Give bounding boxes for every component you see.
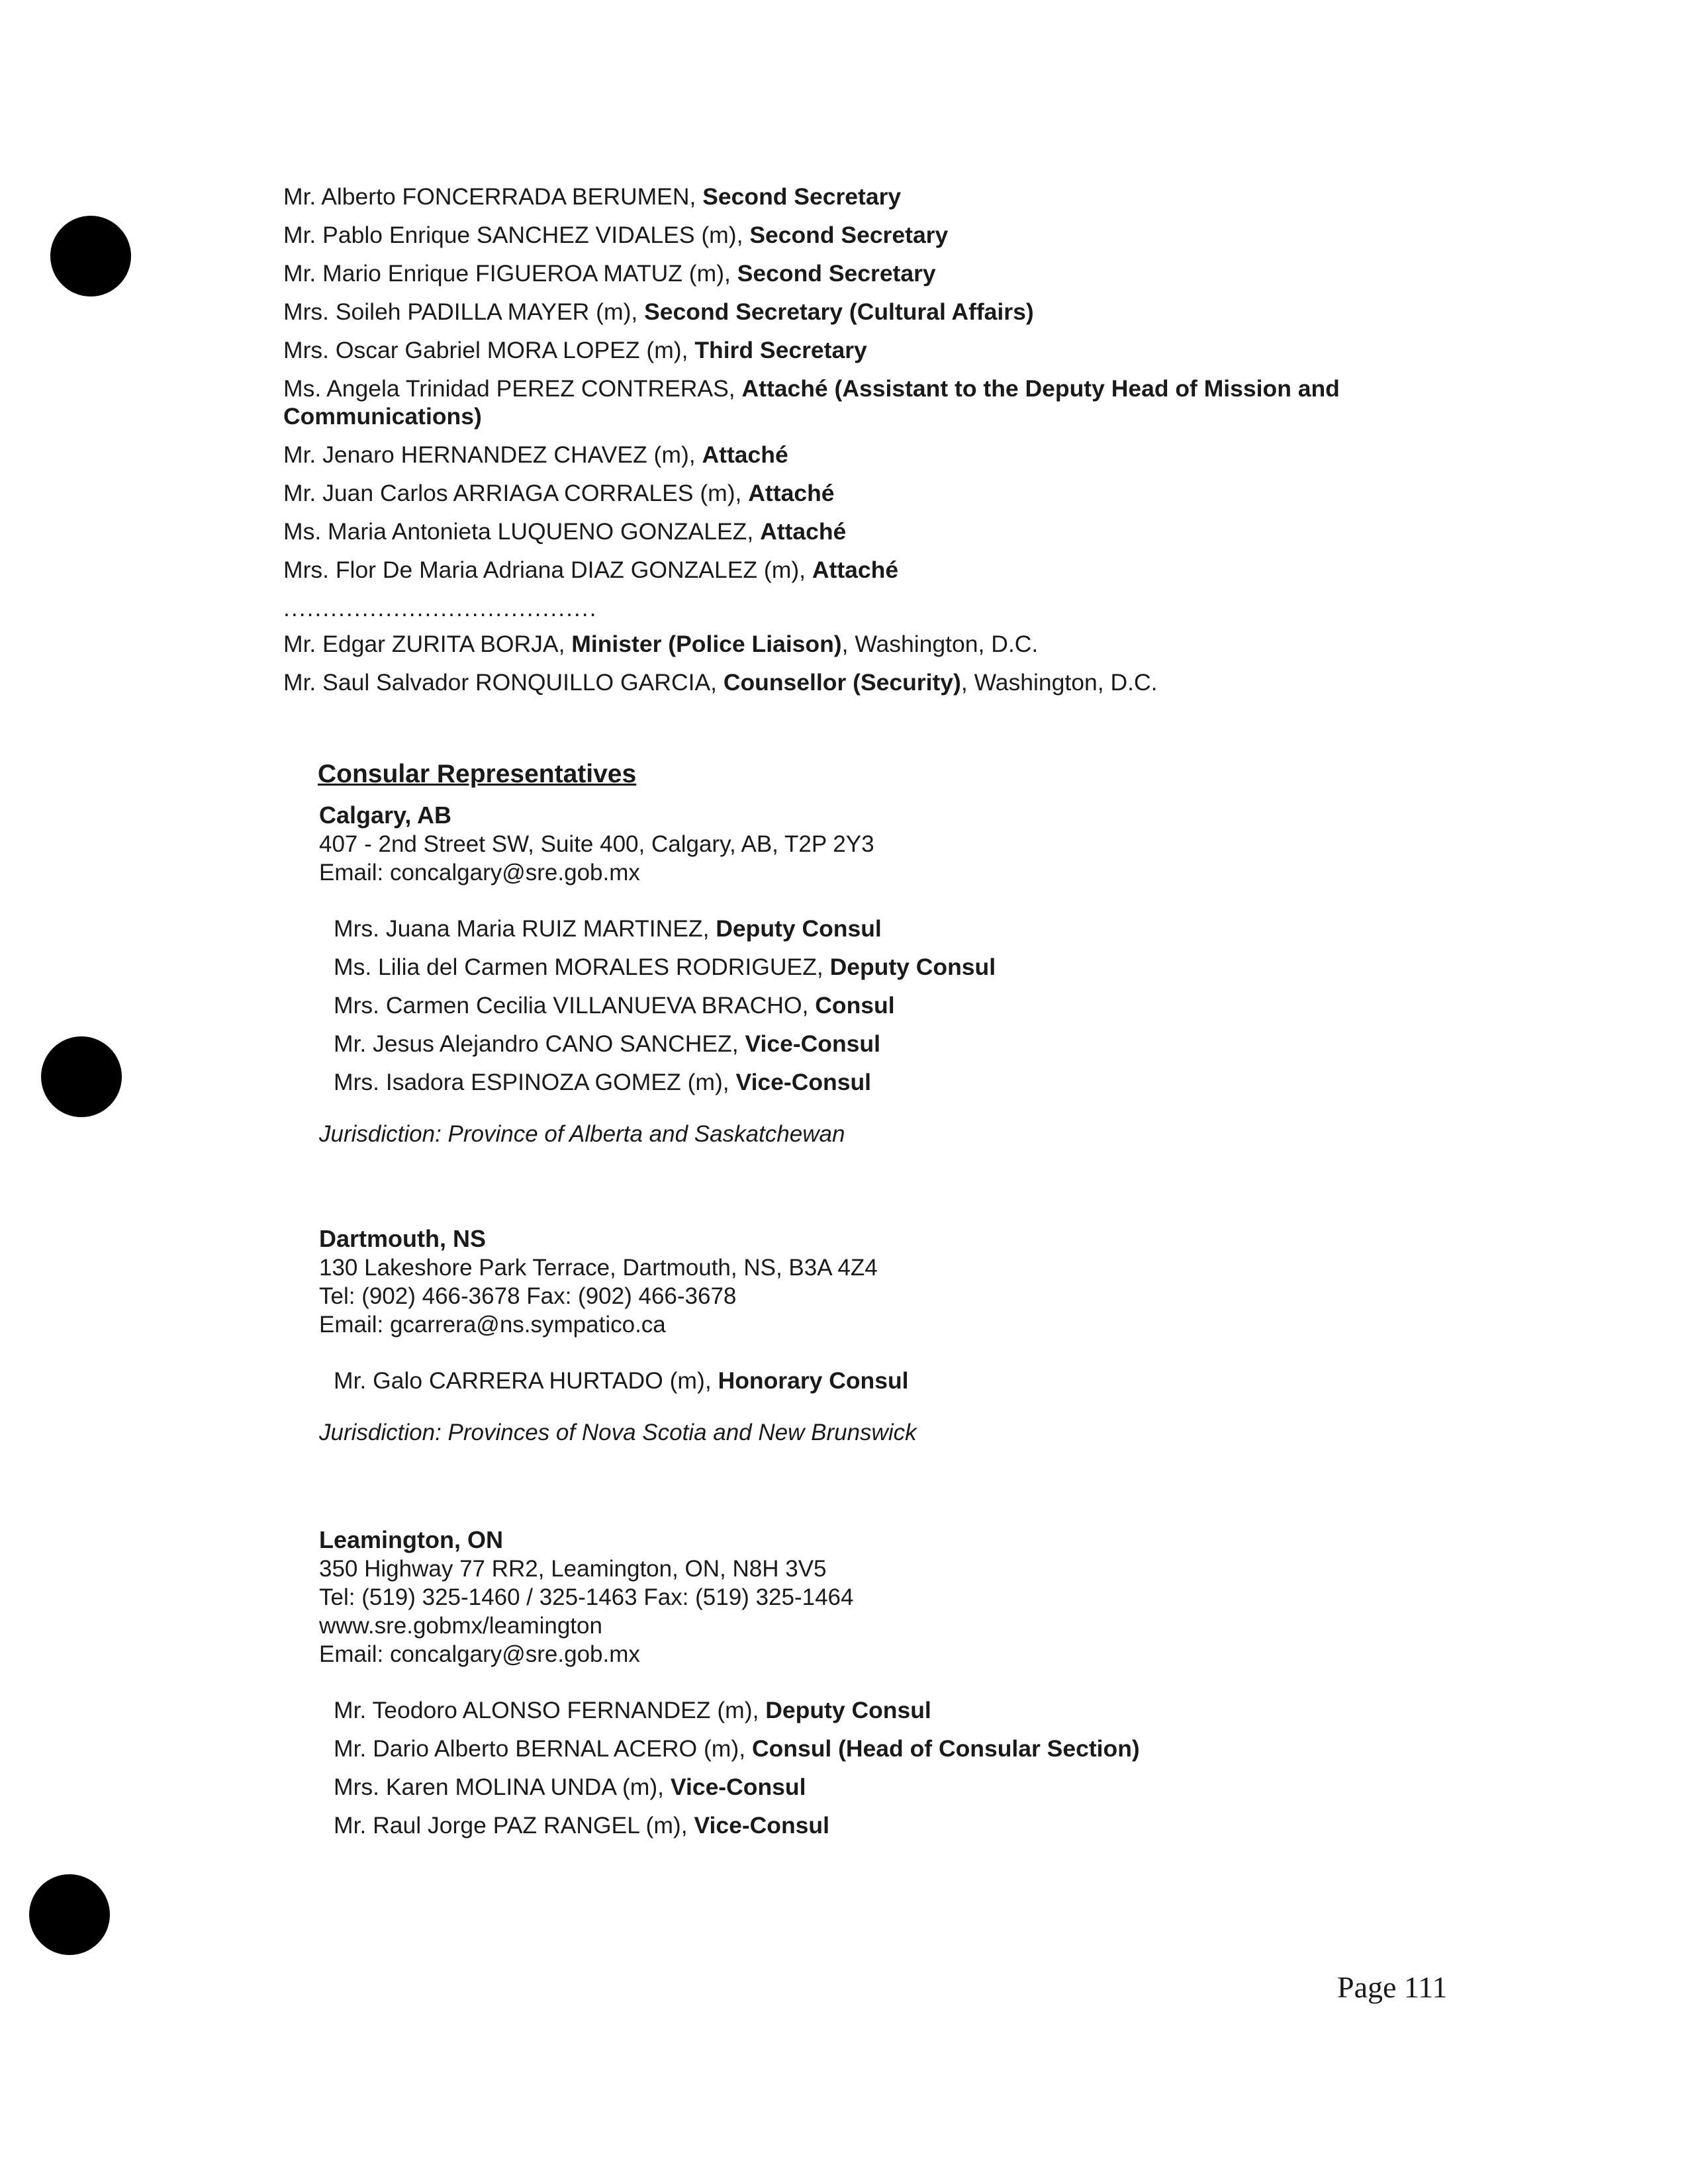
consul-name: Mr. Teodoro ALONSO FERNANDEZ (m), (334, 1697, 766, 1723)
consul-name: Mr. Galo CARRERA HURTADO (m), (334, 1367, 718, 1394)
office-address: 350 Highway 77 RR2, Leamington, ON, N8H 3V5 (319, 1556, 827, 1582)
consul-title: Honorary Consul (718, 1367, 909, 1394)
consular-heading: Consular Representatives (318, 760, 637, 788)
staff-title: Attaché (748, 480, 835, 506)
dotted-separator: ........................................ (283, 595, 598, 621)
staff-title: Attaché (702, 441, 788, 468)
staff-name: Mr. Pablo Enrique SANCHEZ VIDALES (m), (283, 222, 750, 248)
consul-title: Deputy Consul (765, 1697, 931, 1723)
office-calgary (319, 801, 1444, 1149)
staff-name: Mr. Alberto FONCERRADA BERUMEN, (283, 183, 703, 210)
staff-title: Second Secretary (702, 183, 902, 210)
staff-row (283, 668, 1409, 696)
binder-hole-top (50, 216, 131, 296)
binder-hole-bottom (29, 1874, 110, 1955)
consul-name: Ms. Lilia del Carmen MORALES RODRIGUEZ, (334, 954, 830, 980)
staff-title: Attaché (760, 518, 847, 545)
office-city: Calgary, AB (319, 801, 452, 829)
consul-title: Consul (Head of Consular Section) (751, 1735, 1140, 1762)
staff-title: Counsellor (Security) (723, 669, 961, 696)
consul-row (334, 1367, 1444, 1394)
staff-list (283, 183, 1409, 707)
staff-name: Mr. Saul Salvador RONQUILLO GARCIA, (283, 669, 724, 696)
consul-name: Mrs. Isadora ESPINOZA GOMEZ (m), (334, 1069, 736, 1095)
consul-title: Consul (815, 992, 895, 1019)
staff-title: Attaché (Assistant to the Deputy Head of Mission and Communications) (283, 375, 1340, 430)
consul-row (334, 1735, 1444, 1762)
staff-title: Second Secretary (749, 222, 949, 248)
staff-name: Mr. Mario Enrique FIGUEROA MATUZ (m), (283, 260, 737, 287)
office-leamington (319, 1525, 1444, 1850)
office-city: Leamington, ON (319, 1526, 503, 1553)
staff-row (283, 221, 1409, 249)
staff-row (283, 479, 1409, 507)
binder-hole-middle (41, 1036, 122, 1117)
consul-row (334, 1696, 1444, 1724)
office-jurisdiction: Jurisdiction: Province of Alberta and Saskatchewan (319, 1121, 845, 1147)
staff-row (283, 298, 1409, 326)
consul-title: Vice-Consul (735, 1069, 872, 1095)
staff-row (283, 518, 1409, 545)
office-people (319, 1696, 1444, 1839)
consul-name: Mrs. Karen MOLINA UNDA (m), (334, 1774, 671, 1800)
office-people (319, 915, 1444, 1096)
consul-name: Mrs. Juana Maria RUIZ MARTINEZ, (334, 915, 716, 942)
office-website: www.sre.gobmx/leamington (319, 1613, 602, 1639)
office-email: Email: gcarrera@ns.sympatico.ca (319, 1312, 666, 1338)
office-jurisdiction: Jurisdiction: Provinces of Nova Scotia and New Brunswick (319, 1420, 917, 1445)
staff-row (283, 259, 1409, 287)
staff-title: Third Secretary (694, 337, 867, 363)
office-email: Email: concalgary@sre.gob.mx (319, 1641, 640, 1667)
staff-row (283, 441, 1409, 469)
consul-row (334, 991, 1444, 1019)
consul-title: Vice-Consul (694, 1812, 829, 1839)
staff-row (283, 183, 1409, 210)
staff-location: , Washington, D.C. (961, 669, 1158, 696)
page-number: Page 111 (1337, 1970, 1448, 2004)
office-people (319, 1367, 1444, 1394)
office-phone: Tel: (902) 466-3678 Fax: (902) 466-3678 (319, 1283, 737, 1309)
staff-title: Attaché (812, 557, 899, 583)
consul-name: Mr. Dario Alberto BERNAL ACERO (m), (334, 1735, 752, 1762)
office-email: Email: concalgary@sre.gob.mx (319, 860, 640, 886)
consul-row (334, 1030, 1444, 1058)
consul-row (334, 1811, 1444, 1839)
office-address: 407 - 2nd Street SW, Suite 400, Calgary, AB, T2P 2Y3 (319, 831, 874, 857)
staff-name: Mr. Edgar ZURITA BORJA, (283, 631, 572, 657)
staff-title: Second Secretary (737, 260, 936, 287)
staff-title: Minister (Police Liaison) (571, 631, 842, 657)
consul-row (334, 953, 1444, 981)
staff-name: Mr. Juan Carlos ARRIAGA CORRALES (m), (283, 480, 749, 506)
consul-title: Vice-Consul (745, 1030, 880, 1057)
consul-row (334, 1068, 1444, 1096)
staff-name: Ms. Angela Trinidad PEREZ CONTRERAS, (283, 375, 742, 402)
staff-row (283, 556, 1409, 584)
office-phone: Tel: (519) 325-1460 / 325-1463 Fax: (519) 325-1464 (319, 1584, 854, 1610)
consul-name: Mrs. Carmen Cecilia VILLANUEVA BRACHO, (334, 992, 816, 1019)
staff-name: Mr. Jenaro HERNANDEZ CHAVEZ (m), (283, 441, 702, 468)
staff-row (283, 630, 1409, 658)
staff-title: Second Secretary (Cultural Affairs) (644, 298, 1034, 325)
staff-location: , Washington, D.C. (841, 631, 1039, 657)
office-dartmouth (319, 1224, 1444, 1447)
consul-name: Mr. Raul Jorge PAZ RANGEL (m), (334, 1812, 694, 1839)
office-address: 130 Lakeshore Park Terrace, Dartmouth, NS, B3A 4Z4 (319, 1255, 878, 1281)
staff-row (283, 336, 1409, 364)
staff-name: Mrs. Flor De Maria Adriana DIAZ GONZALEZ (m), (283, 557, 812, 583)
consul-title: Deputy Consul (716, 915, 882, 942)
consul-name: Mr. Jesus Alejandro CANO SANCHEZ, (334, 1030, 745, 1057)
staff-name: Mrs. Soileh PADILLA MAYER (m), (283, 298, 645, 325)
consul-row (334, 915, 1444, 942)
consul-title: Deputy Consul (829, 954, 996, 980)
staff-name: Mrs. Oscar Gabriel MORA LOPEZ (m), (283, 337, 695, 363)
consul-row (334, 1773, 1444, 1801)
staff-row (283, 375, 1349, 430)
office-city: Dartmouth, NS (319, 1225, 486, 1252)
staff-name: Ms. Maria Antonieta LUQUENO GONZALEZ, (283, 518, 761, 545)
consul-title: Vice-Consul (670, 1774, 806, 1800)
